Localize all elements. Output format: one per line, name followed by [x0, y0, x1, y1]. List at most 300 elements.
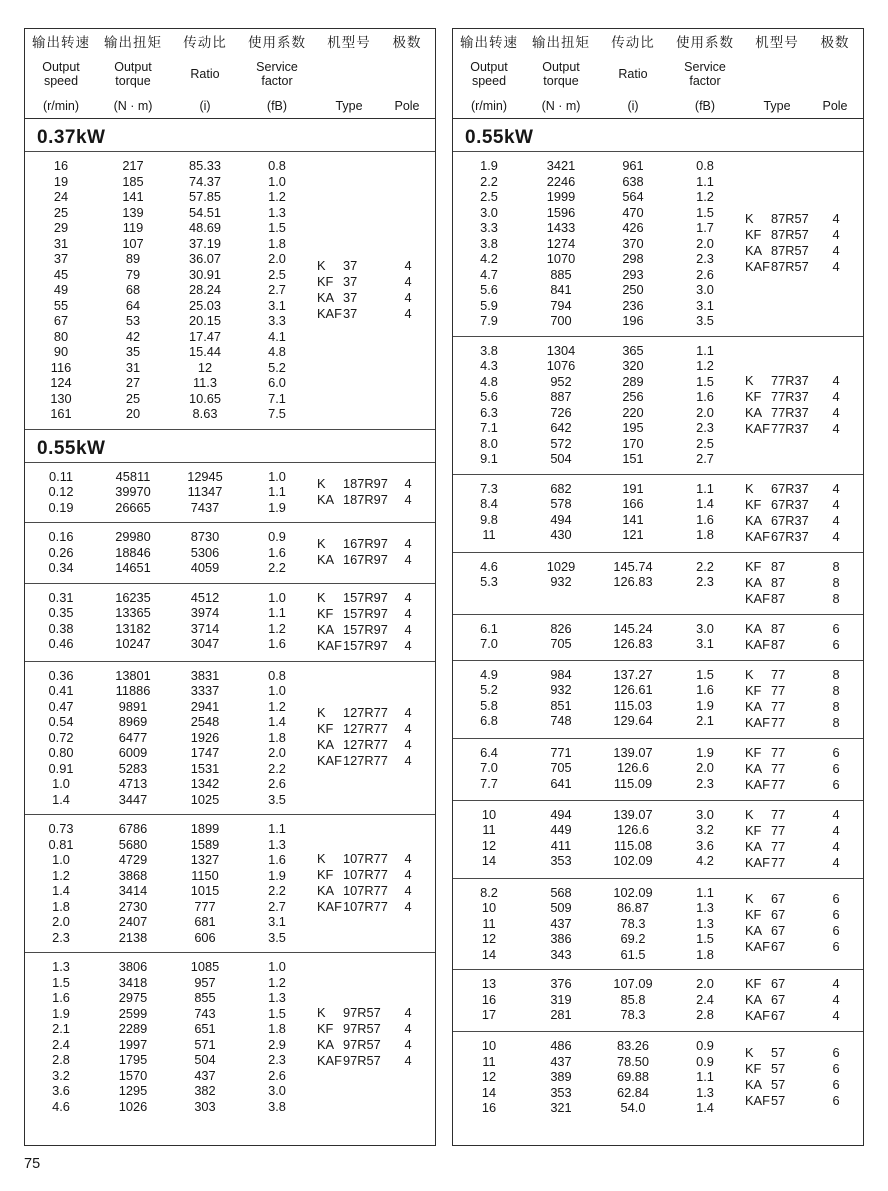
type-row	[745, 373, 853, 389]
type-model: 77R37	[771, 372, 809, 388]
data-row	[453, 389, 741, 405]
header-col	[385, 34, 435, 114]
type-row	[745, 621, 853, 637]
pole-value: 8	[832, 682, 840, 698]
type-row	[317, 1037, 425, 1053]
type-prefix: K	[745, 891, 754, 907]
value-cell: 298	[622, 251, 644, 266]
value-cell: 2246	[546, 173, 576, 189]
type-prefix: KA	[745, 574, 763, 590]
value-cell: 1596	[546, 204, 576, 220]
value-cell: 851	[550, 697, 572, 713]
value-cell: 855	[194, 990, 216, 1005]
value-cell: 13182	[115, 620, 151, 636]
value-cell: 45811	[115, 468, 151, 484]
value-cell: 15.44	[188, 344, 222, 359]
value-cell: 5.2	[268, 359, 286, 375]
header-label-zh: 极数	[392, 35, 422, 50]
type-row	[745, 259, 853, 275]
header-label-en: Service factor	[684, 60, 726, 88]
type-prefix: KF	[317, 273, 334, 289]
type-model: 127R77	[343, 705, 388, 721]
value-cell: 1.3	[696, 1084, 714, 1100]
data-rows	[25, 469, 313, 516]
value-cell: 4.6	[480, 558, 498, 574]
value-cell: 504	[194, 1052, 216, 1067]
value-cell: 2.5	[268, 266, 286, 282]
value-cell: 9.1	[480, 451, 498, 466]
data-row	[453, 916, 741, 932]
type-row	[745, 513, 853, 529]
value-cell: 2407	[118, 914, 148, 929]
data-row	[25, 1006, 313, 1022]
value-cell: 11886	[115, 683, 151, 698]
type-row	[317, 306, 425, 322]
value-cell: 8.63	[192, 406, 218, 421]
pole-value: 4	[404, 475, 412, 491]
header-label-en	[313, 51, 385, 98]
value-cell: 2.3	[696, 775, 714, 791]
header-label-en: Output speed	[470, 60, 508, 88]
type-model: 187R97	[343, 475, 388, 491]
type-model: 97R57	[343, 1036, 381, 1052]
data-row	[453, 436, 741, 452]
value-cell: 1.5	[268, 220, 286, 235]
data-rows	[25, 959, 313, 1114]
value-cell: 5306	[190, 544, 220, 560]
type-prefix: K	[317, 475, 326, 491]
value-cell: 3447	[118, 791, 148, 807]
value-cell: 705	[550, 636, 572, 651]
value-cell: 1327	[190, 852, 220, 867]
pole-value: 6	[832, 1044, 840, 1060]
value-cell: 370	[622, 235, 644, 251]
pole-value: 4	[404, 257, 412, 273]
value-cell: 3.1	[696, 297, 714, 313]
value-cell: 1.0	[268, 683, 286, 698]
type-row	[745, 481, 853, 497]
value-cell: 69.88	[616, 1069, 650, 1084]
value-cell: 426	[622, 220, 644, 235]
type-prefix: KA	[745, 404, 763, 420]
type-list	[741, 621, 863, 653]
header-label-en	[385, 51, 429, 98]
header-unit: (N · m)	[541, 99, 581, 113]
type-prefix: KF	[745, 388, 762, 404]
type-row	[745, 389, 853, 405]
value-cell: 7.5	[268, 406, 286, 421]
value-cell: 0.11	[49, 468, 73, 484]
type-model: 67	[771, 976, 786, 991]
value-cell: 54.51	[188, 204, 222, 220]
value-cell: 126.61	[613, 682, 653, 697]
type-model: 57	[771, 1060, 786, 1076]
table-header	[25, 29, 435, 119]
type-prefix: K	[745, 666, 754, 682]
value-cell: 1.1	[696, 480, 714, 496]
header-label-zh: 输出转速	[460, 35, 518, 50]
pole-value: 4	[404, 867, 412, 882]
value-cell: 130	[50, 390, 72, 406]
value-cell: 1.9	[268, 867, 286, 883]
value-cell: 78.3	[620, 915, 646, 931]
type-model: 67R37	[771, 528, 809, 544]
type-model: 87	[771, 620, 786, 636]
header-label-zh: 机型号	[755, 35, 799, 50]
value-cell: 11	[482, 527, 496, 542]
type-model: 87R57	[771, 259, 809, 275]
value-cell: 102.09	[613, 853, 653, 868]
value-cell: 1.5	[696, 931, 714, 946]
header-label-zh: 输出扭矩	[104, 35, 162, 50]
pole-value: 6	[832, 923, 840, 939]
pole-value: 4	[832, 992, 840, 1007]
type-prefix: KF	[317, 867, 334, 882]
value-cell: 0.73	[48, 821, 74, 836]
data-row	[25, 852, 313, 868]
type-model: 77	[771, 854, 786, 870]
value-cell: 293	[622, 266, 644, 282]
value-cell: 0.72	[48, 729, 74, 745]
value-cell: 2.2	[268, 883, 286, 898]
data-row	[453, 405, 741, 421]
value-cell: 2.5	[696, 435, 714, 451]
value-cell: 1.0	[268, 173, 286, 189]
header-col	[525, 34, 597, 114]
value-cell: 80	[53, 328, 69, 344]
type-list	[313, 959, 435, 1114]
value-cell: 2.2	[268, 560, 286, 575]
value-cell: 7.0	[480, 760, 498, 775]
value-cell: 1.2	[268, 620, 286, 636]
type-prefix: K	[317, 536, 326, 552]
pole-value: 4	[832, 211, 840, 227]
data-row	[453, 1007, 741, 1023]
value-cell: 578	[550, 496, 572, 511]
value-cell: 1.2	[268, 974, 286, 990]
value-cell: 3.3	[480, 220, 498, 235]
spec-block	[25, 814, 435, 952]
value-cell: 7437	[190, 499, 220, 515]
value-cell: 83.26	[616, 1038, 650, 1053]
pole-value: 4	[832, 976, 840, 991]
value-cell: 3.8	[480, 342, 498, 358]
header-label-en: Output speed	[42, 60, 80, 88]
type-model: 167R97	[343, 536, 388, 552]
value-cell: 1.0	[268, 468, 286, 484]
value-cell: 2.3	[696, 574, 714, 589]
value-cell: 3.6	[696, 837, 714, 853]
value-cell: 139.07	[613, 806, 653, 822]
value-cell: 1.9	[696, 697, 714, 713]
spec-block	[25, 151, 435, 429]
value-cell: 1.3	[268, 990, 286, 1005]
type-row	[745, 243, 853, 259]
spec-block	[453, 969, 863, 1031]
type-model: 77	[771, 760, 786, 776]
value-cell: 29	[53, 220, 69, 235]
value-cell: 14	[481, 853, 497, 868]
value-cell: 49	[53, 282, 69, 297]
value-cell: 0.31	[48, 589, 74, 605]
data-rows	[453, 745, 741, 793]
value-cell: 236	[622, 297, 644, 313]
value-cell: 2.3	[696, 251, 714, 266]
value-cell: 651	[194, 1021, 216, 1036]
value-cell: 89	[125, 251, 141, 266]
value-cell: 2599	[118, 1005, 148, 1021]
type-prefix: K	[745, 372, 754, 388]
type-model: 67	[771, 939, 786, 955]
pole-value: 4	[404, 851, 412, 866]
data-rows	[25, 821, 313, 945]
value-cell: 5.9	[480, 297, 498, 313]
data-row	[25, 329, 313, 345]
value-cell: 682	[550, 480, 572, 496]
value-cell: 16	[481, 1100, 497, 1115]
value-cell: 606	[194, 929, 216, 945]
value-cell: 4.8	[268, 344, 286, 359]
type-model: 57	[771, 1076, 786, 1092]
value-cell: 365	[622, 342, 644, 358]
value-cell: 16235	[115, 589, 151, 605]
value-cell: 1.2	[52, 867, 70, 883]
value-cell: 3868	[118, 867, 148, 883]
type-model: 97R57	[343, 1020, 381, 1036]
type-list	[741, 158, 863, 329]
value-cell: 6786	[118, 821, 148, 836]
type-model: 67R37	[771, 512, 809, 528]
value-cell: 2.1	[52, 1021, 70, 1036]
pole-value: 6	[832, 939, 840, 955]
type-prefix: KA	[745, 992, 763, 1007]
type-row	[745, 715, 853, 731]
data-row	[25, 313, 313, 329]
data-row	[25, 375, 313, 391]
data-row	[453, 1085, 741, 1101]
value-cell: 2.7	[696, 451, 714, 466]
value-cell: 1.6	[268, 636, 286, 651]
value-cell: 841	[550, 282, 572, 297]
data-row	[25, 590, 313, 606]
type-model: 107R77	[343, 883, 388, 898]
value-cell: 353	[550, 853, 572, 868]
data-row	[25, 1099, 313, 1115]
type-prefix: KA	[317, 883, 335, 898]
type-row	[745, 1045, 853, 1061]
type-model: 37	[343, 289, 358, 305]
type-row	[745, 591, 853, 607]
value-cell: 794	[550, 297, 572, 313]
value-cell: 320	[622, 358, 644, 373]
data-row	[25, 158, 313, 174]
value-cell: 3.8	[268, 1098, 286, 1114]
value-cell: 3.0	[480, 204, 498, 220]
value-cell: 1.4	[268, 714, 286, 729]
type-row	[317, 899, 425, 915]
value-cell: 139	[122, 204, 144, 220]
data-rows	[453, 807, 741, 871]
value-cell: 3.8	[480, 235, 498, 251]
type-prefix: KF	[745, 976, 762, 991]
value-cell: 126.83	[613, 574, 653, 589]
value-cell: 3.2	[696, 822, 714, 837]
value-cell: 35	[125, 344, 141, 359]
value-cell: 137.27	[613, 666, 653, 682]
value-cell: 2.0	[268, 745, 286, 760]
value-cell: 141	[622, 511, 644, 527]
value-cell: 2.5	[480, 189, 498, 204]
type-prefix: KAF	[745, 590, 770, 606]
value-cell: 0.16	[48, 529, 74, 544]
value-cell: 568	[550, 884, 572, 900]
type-row	[745, 823, 853, 839]
type-row	[745, 839, 853, 855]
pole-value: 8	[832, 698, 840, 714]
type-row	[317, 290, 425, 306]
type-model: 77	[771, 806, 786, 822]
header-label-zh: 输出转速	[32, 35, 90, 50]
header-col	[741, 34, 813, 114]
value-cell: 0.47	[48, 698, 74, 714]
spec-block	[25, 522, 435, 583]
type-prefix: KA	[317, 737, 335, 753]
value-cell: 8.4	[480, 496, 498, 511]
type-prefix: KA	[745, 512, 763, 528]
type-model: 157R97	[343, 637, 388, 653]
type-row	[317, 721, 425, 737]
type-prefix: K	[745, 806, 754, 822]
value-cell: 771	[550, 744, 572, 760]
data-row	[25, 668, 313, 684]
pole-value: 4	[404, 1036, 412, 1052]
value-cell: 145.74	[613, 558, 653, 574]
value-cell: 107	[122, 235, 144, 251]
value-cell: 564	[622, 189, 644, 204]
header-label-zh: 传动比	[183, 35, 227, 50]
value-cell: 115.09	[613, 775, 653, 791]
header-label-zh: 使用系数	[676, 35, 734, 50]
pole-value: 4	[832, 528, 840, 544]
type-prefix: KAF	[745, 636, 770, 652]
pole-value: 4	[404, 289, 412, 305]
pole-value: 6	[832, 891, 840, 907]
data-row	[25, 1021, 313, 1037]
value-cell: 1.8	[268, 1021, 286, 1036]
spec-block	[453, 800, 863, 878]
type-row	[745, 1061, 853, 1077]
value-cell: 3337	[190, 683, 220, 698]
value-cell: 25	[125, 390, 141, 406]
type-model: 57	[771, 1092, 786, 1108]
pole-value: 4	[832, 838, 840, 854]
value-cell: 69.2	[620, 931, 646, 946]
type-row	[745, 777, 853, 793]
data-row	[25, 560, 313, 576]
value-cell: 1.1	[696, 884, 714, 900]
value-cell: 6.8	[480, 713, 498, 728]
value-cell: 126.6	[616, 822, 650, 837]
value-cell: 37.19	[188, 235, 222, 251]
data-row	[25, 605, 313, 621]
value-cell: 3.0	[268, 1083, 286, 1098]
data-row	[25, 298, 313, 314]
pole-value: 4	[404, 737, 412, 753]
value-cell: 2.9	[268, 1036, 286, 1052]
value-cell: 389	[550, 1069, 572, 1084]
pole-value: 8	[832, 558, 840, 574]
value-cell: 303	[194, 1098, 216, 1114]
value-cell: 1304	[546, 342, 576, 358]
value-cell: 29980	[115, 529, 151, 544]
value-cell: 1.3	[268, 836, 286, 852]
type-list	[741, 481, 863, 545]
value-cell: 68	[125, 282, 141, 297]
type-prefix: KA	[745, 923, 763, 939]
pole-value: 4	[832, 372, 840, 388]
header-label-en: Service factor	[256, 60, 298, 88]
data-row	[25, 236, 313, 252]
data-row	[25, 636, 313, 652]
value-cell: 19	[53, 173, 69, 189]
spec-block	[453, 151, 863, 336]
value-cell: 777	[194, 898, 216, 914]
value-cell: 1795	[118, 1052, 148, 1067]
value-cell: 3.5	[696, 313, 714, 328]
value-cell: 250	[622, 282, 644, 297]
table-header	[453, 29, 863, 119]
header-col	[669, 34, 741, 114]
value-cell: 638	[622, 173, 644, 189]
value-cell: 78.3	[620, 1007, 646, 1022]
data-row	[25, 406, 313, 422]
value-cell: 31	[53, 235, 69, 251]
data-row	[453, 1100, 741, 1116]
value-cell: 1.1	[696, 342, 714, 358]
type-prefix: KF	[745, 822, 762, 838]
value-cell: 139.07	[613, 744, 653, 760]
header-unit: Pole	[394, 99, 420, 113]
pole-value: 4	[404, 273, 412, 289]
value-cell: 8969	[118, 714, 148, 729]
type-row	[745, 923, 853, 939]
value-cell: 8730	[190, 529, 220, 544]
type-row	[745, 855, 853, 871]
value-cell: 0.8	[268, 667, 286, 683]
data-row	[453, 807, 741, 823]
value-cell: 572	[550, 435, 572, 451]
type-prefix: KF	[317, 1020, 334, 1036]
data-row	[453, 947, 741, 963]
data-row	[25, 914, 313, 930]
data-row	[25, 484, 313, 500]
value-cell: 195	[622, 420, 644, 435]
value-cell: 1.1	[268, 484, 286, 499]
value-cell: 1.6	[268, 852, 286, 867]
value-cell: 1.7	[696, 220, 714, 235]
type-model: 67	[771, 923, 786, 939]
data-row	[25, 545, 313, 561]
value-cell: 8.2	[480, 884, 498, 900]
pole-value: 6	[832, 760, 840, 776]
type-prefix: KF	[317, 605, 334, 621]
value-cell: 1.0	[268, 959, 286, 974]
pole-value: 6	[832, 1092, 840, 1108]
value-cell: 53	[125, 313, 141, 328]
type-model: 107R77	[343, 851, 388, 866]
value-cell: 321	[550, 1100, 572, 1115]
type-prefix: KAF	[745, 1008, 770, 1023]
